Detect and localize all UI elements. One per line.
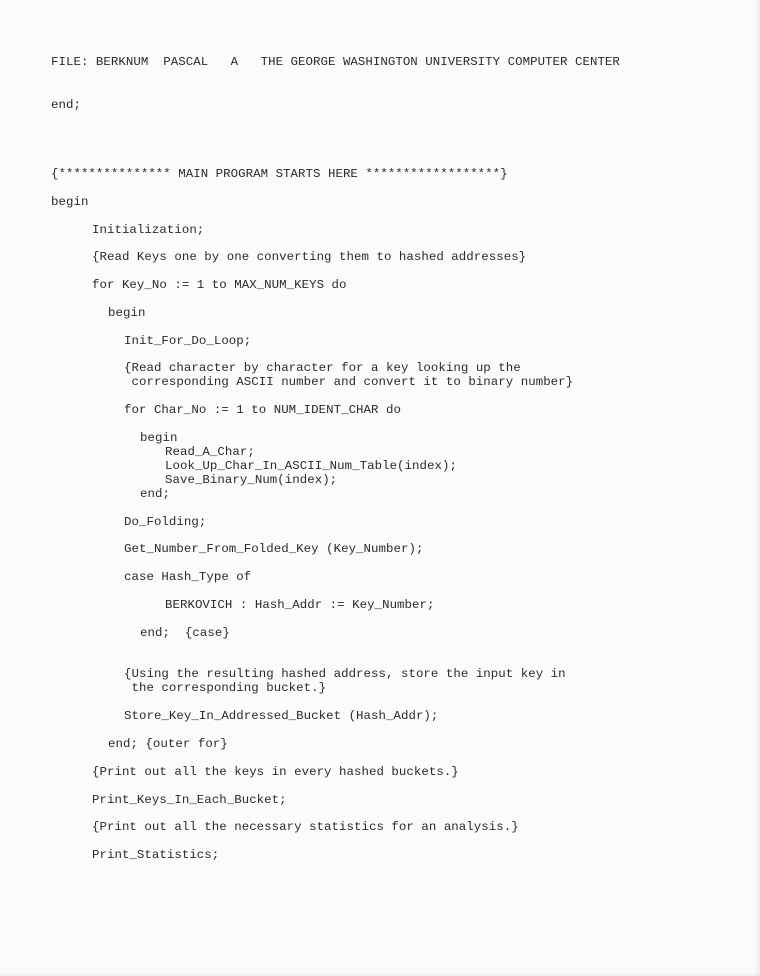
code-line-look-up-char: Look_Up_Char_In_ASCII_Num_Table(index); — [165, 459, 457, 473]
code-line-for-key-no: for Key_No := 1 to MAX_NUM_KEYS do — [92, 278, 347, 292]
code-line-case-hash-type: case Hash_Type of — [124, 570, 252, 584]
code-comment-using-hashed-address-1: {Using the resulting hashed address, store the input key in — [124, 667, 566, 681]
code-line-init-for-do-loop: Init_For_Do_Loop; — [124, 334, 252, 348]
code-comment-read-character-1: {Read character by character for a key looking up the — [124, 361, 521, 375]
page-bottom-shadow — [0, 971, 760, 976]
code-line-inner-begin: begin — [140, 431, 178, 445]
code-line-inner-end: end; — [140, 487, 170, 501]
file-header: FILE: BERKNUM PASCAL A THE GEORGE WASHINGTON UNIVERSITY COMPUTER CENTER — [51, 55, 620, 69]
code-line-main-begin: begin — [51, 195, 89, 209]
code-comment-using-hashed-address-2: the corresponding bucket.} — [124, 681, 327, 695]
code-line-save-binary-num: Save_Binary_Num(index); — [165, 473, 338, 487]
page-edge-shadow — [754, 0, 760, 976]
code-comment-read-keys: {Read Keys one by one converting them to hashed addresses} — [92, 250, 527, 264]
code-comment-read-character-2: corresponding ASCII number and convert it to binary number} — [124, 375, 574, 389]
code-line-for-char-no: for Char_No := 1 to NUM_IDENT_CHAR do — [124, 403, 401, 417]
code-line-do-folding: Do_Folding; — [124, 515, 207, 529]
code-line-print-keys: Print_Keys_In_Each_Bucket; — [92, 793, 287, 807]
code-line-end-case: end; {case} — [140, 626, 230, 640]
code-line-end-previous-procedure: end; — [51, 98, 81, 112]
code-comment-print-statistics: {Print out all the necessary statistics for an analysis.} — [92, 820, 519, 834]
code-line-main-program-banner: {*************** MAIN PROGRAM STARTS HERE ******************} — [51, 167, 508, 181]
code-line-print-statistics: Print_Statistics; — [92, 848, 220, 862]
code-line-berkovich: BERKOVICH : Hash_Addr := Key_Number; — [165, 598, 435, 612]
code-line-outer-begin: begin — [108, 306, 146, 320]
code-line-initialization: Initialization; — [92, 223, 205, 237]
code-line-get-number: Get_Number_From_Folded_Key (Key_Number); — [124, 542, 424, 556]
code-line-end-outer-for: end; {outer for} — [108, 737, 228, 751]
code-comment-print-keys: {Print out all the keys in every hashed buckets.} — [92, 765, 459, 779]
code-line-read-a-char: Read_A_Char; — [165, 445, 255, 459]
code-line-store-key: Store_Key_In_Addressed_Bucket (Hash_Addr); — [124, 709, 439, 723]
